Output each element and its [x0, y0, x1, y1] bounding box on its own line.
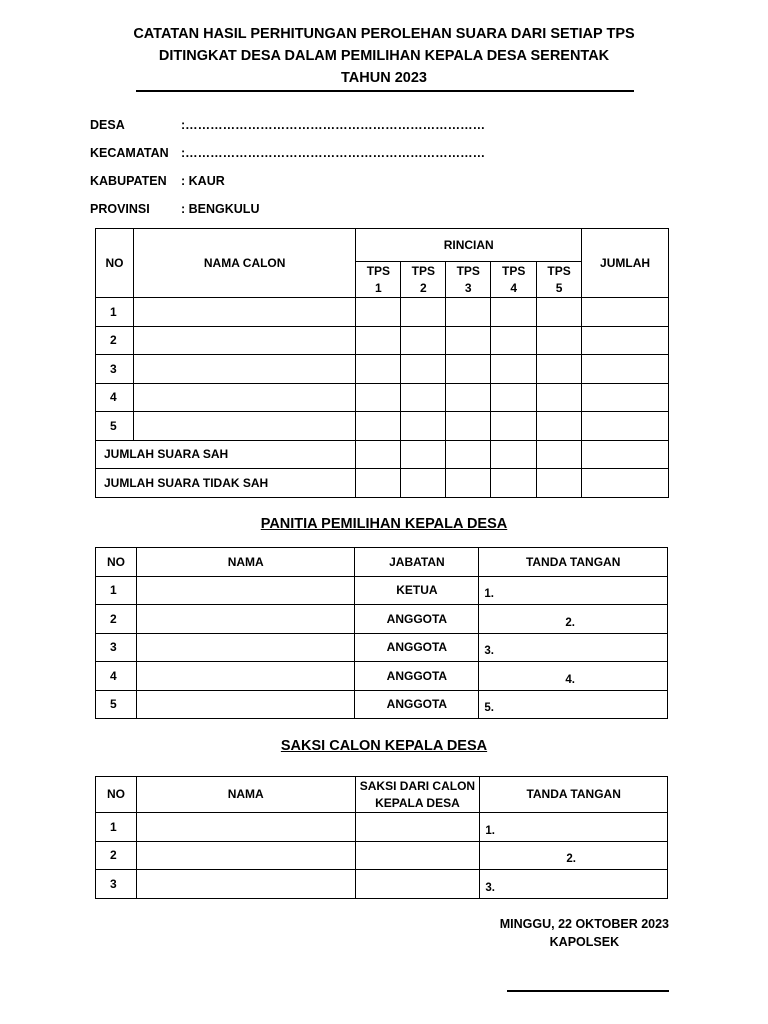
tps-cell[interactable] [356, 326, 401, 355]
title-underline [136, 90, 634, 92]
header-tps-4: TPS 4 [491, 262, 537, 298]
header-tps-3: TPS 3 [446, 262, 491, 298]
tps-cell[interactable] [537, 440, 582, 469]
votes-table [95, 228, 669, 498]
signature-cell[interactable]: 2. [480, 841, 668, 870]
committee-table [95, 547, 668, 719]
signature-cell[interactable]: 1. [480, 813, 668, 842]
name-cell[interactable] [136, 633, 355, 662]
header-witness-from: SAKSI DARI CALON KEPALA DESA [355, 777, 480, 813]
row-number: 1 [96, 813, 137, 842]
candidate-name-cell[interactable] [133, 298, 355, 327]
row-number: 4 [96, 662, 137, 691]
witness-from-cell[interactable] [355, 870, 480, 899]
position-cell: KETUA [355, 576, 479, 605]
row-number: 5 [96, 690, 137, 719]
header-position: JABATAN [355, 548, 479, 577]
tps-cell[interactable] [537, 412, 582, 441]
tps-cell[interactable] [401, 383, 446, 412]
tps-cell[interactable] [356, 298, 401, 327]
row-number: 3 [96, 355, 134, 384]
total-cell[interactable] [582, 412, 669, 441]
name-cell[interactable] [136, 841, 355, 870]
candidate-name-cell[interactable] [133, 326, 355, 355]
witness-table [95, 776, 668, 899]
table-row [96, 690, 668, 719]
total-cell[interactable] [582, 383, 669, 412]
tps-cell[interactable] [537, 469, 582, 498]
invalid-votes-row [96, 469, 669, 498]
row-number: 3 [96, 633, 137, 662]
header-no: NO [96, 229, 134, 298]
signature-cell[interactable]: 3. [479, 633, 668, 662]
tps-cell[interactable] [446, 383, 491, 412]
tps-cell[interactable] [491, 326, 537, 355]
row-number: 2 [96, 605, 137, 634]
signature-cell[interactable]: 3. [480, 870, 668, 899]
document-title [0, 23, 768, 89]
tps-cell[interactable] [401, 298, 446, 327]
info-label: KECAMATAN [90, 146, 169, 160]
row-number: 2 [96, 841, 137, 870]
name-cell[interactable] [136, 605, 355, 634]
tps-cell[interactable] [356, 383, 401, 412]
info-value: :……………………………………………………………… [181, 146, 486, 160]
total-cell[interactable] [582, 440, 669, 469]
name-cell[interactable] [136, 662, 355, 691]
info-value: : KAUR [181, 174, 225, 188]
candidate-name-cell[interactable] [133, 383, 355, 412]
table-row [96, 412, 669, 441]
info-value: :……………………………………………………………… [181, 118, 486, 132]
row-number: 1 [96, 576, 137, 605]
tps-cell[interactable] [356, 440, 401, 469]
row-number: 4 [96, 383, 134, 412]
tps-cell[interactable] [537, 326, 582, 355]
header-name: NAMA [136, 777, 355, 813]
tps-cell[interactable] [491, 412, 537, 441]
witness-title: SAKSI CALON KEPALA DESA [280, 738, 488, 754]
signature-cell[interactable]: 4. [479, 662, 668, 691]
header-tps-2: TPS 2 [401, 262, 446, 298]
header-tps-5: TPS 5 [537, 262, 582, 298]
witness-from-cell[interactable] [355, 841, 480, 870]
tps-cell[interactable] [446, 412, 491, 441]
info-label: PROVINSI [90, 202, 150, 216]
table-row [96, 841, 668, 870]
tps-cell[interactable] [491, 469, 537, 498]
position-cell: ANGGOTA [355, 633, 479, 662]
header-name: NAMA [136, 548, 355, 577]
info-value: : BENGKULU [181, 202, 260, 216]
tps-cell[interactable] [401, 326, 446, 355]
header-signature: TANDA TANGAN [479, 548, 668, 577]
signature-cell[interactable]: 2. [479, 605, 668, 634]
total-cell[interactable] [582, 355, 669, 384]
name-cell[interactable] [136, 813, 355, 842]
signing-date: MINGGU, 22 OKTOBER 2023 [499, 917, 669, 931]
candidate-name-cell[interactable] [133, 412, 355, 441]
table-row [96, 298, 669, 327]
info-label: KABUPATEN [90, 174, 167, 188]
title-line-3: TAHUN 2023 [341, 70, 427, 86]
signature-cell[interactable]: 5. [479, 690, 668, 719]
row-number: 5 [96, 412, 134, 441]
tps-cell[interactable] [446, 298, 491, 327]
tps-cell[interactable] [537, 298, 582, 327]
header-no: NO [96, 548, 137, 577]
tps-cell[interactable] [446, 440, 491, 469]
name-cell[interactable] [136, 870, 355, 899]
table-row [96, 576, 668, 605]
tps-cell[interactable] [491, 298, 537, 327]
row-number: 2 [96, 326, 134, 355]
info-label: DESA [90, 118, 125, 132]
tps-cell[interactable] [537, 383, 582, 412]
position-cell: ANGGOTA [355, 605, 479, 634]
tps-cell[interactable] [446, 469, 491, 498]
tps-cell[interactable] [356, 469, 401, 498]
row-number: 1 [96, 298, 134, 327]
name-cell[interactable] [136, 690, 355, 719]
table-row [96, 605, 668, 634]
position-cell: ANGGOTA [355, 662, 479, 691]
table-row [96, 662, 668, 691]
tps-cell[interactable] [491, 355, 537, 384]
tps-cell[interactable] [356, 355, 401, 384]
total-cell[interactable] [582, 326, 669, 355]
table-row [96, 355, 669, 384]
tps-cell[interactable] [446, 326, 491, 355]
total-cell[interactable] [582, 469, 669, 498]
invalid-votes-label: JUMLAH SUARA TIDAK SAH [96, 469, 356, 498]
valid-votes-label: JUMLAH SUARA SAH [96, 440, 356, 469]
title-line-1: CATATAN HASIL PERHITUNGAN PEROLEHAN SUARA DARI SETIAP TPS [133, 26, 635, 42]
header-no: NO [96, 777, 137, 813]
name-cell[interactable] [136, 576, 355, 605]
candidate-name-cell[interactable] [133, 355, 355, 384]
total-cell[interactable] [582, 298, 669, 327]
position-cell: ANGGOTA [355, 690, 479, 719]
tps-cell[interactable] [401, 355, 446, 384]
table-row [96, 326, 669, 355]
header-tps-1: TPS 1 [356, 262, 401, 298]
tps-cell[interactable] [537, 355, 582, 384]
signer-role: KAPOLSEK [549, 935, 620, 949]
committee-title: PANITIA PEMILIHAN KEPALA DESA [260, 516, 508, 532]
valid-votes-row [96, 440, 669, 469]
tps-cell[interactable] [491, 383, 537, 412]
tps-cell[interactable] [356, 412, 401, 441]
header-signature: TANDA TANGAN [480, 777, 668, 813]
row-number: 3 [96, 870, 137, 899]
header-detail: RINCIAN [356, 229, 582, 262]
header-total: JUMLAH [582, 229, 669, 298]
title-line-2: DITINGKAT DESA DALAM PEMILIHAN KEPALA DESA SERENTAK [158, 48, 610, 64]
signature-cell[interactable]: 1. [479, 576, 668, 605]
table-row [96, 870, 668, 899]
signature-line [507, 990, 669, 992]
tps-cell[interactable] [401, 440, 446, 469]
witness-from-cell[interactable] [355, 813, 480, 842]
tps-cell[interactable] [446, 355, 491, 384]
table-row [96, 383, 669, 412]
tps-cell[interactable] [401, 469, 446, 498]
signature-block [500, 915, 669, 951]
tps-cell[interactable] [401, 412, 446, 441]
tps-cell[interactable] [491, 440, 537, 469]
table-row [96, 813, 668, 842]
header-candidate-name: NAMA CALON [133, 229, 355, 298]
table-row [96, 633, 668, 662]
